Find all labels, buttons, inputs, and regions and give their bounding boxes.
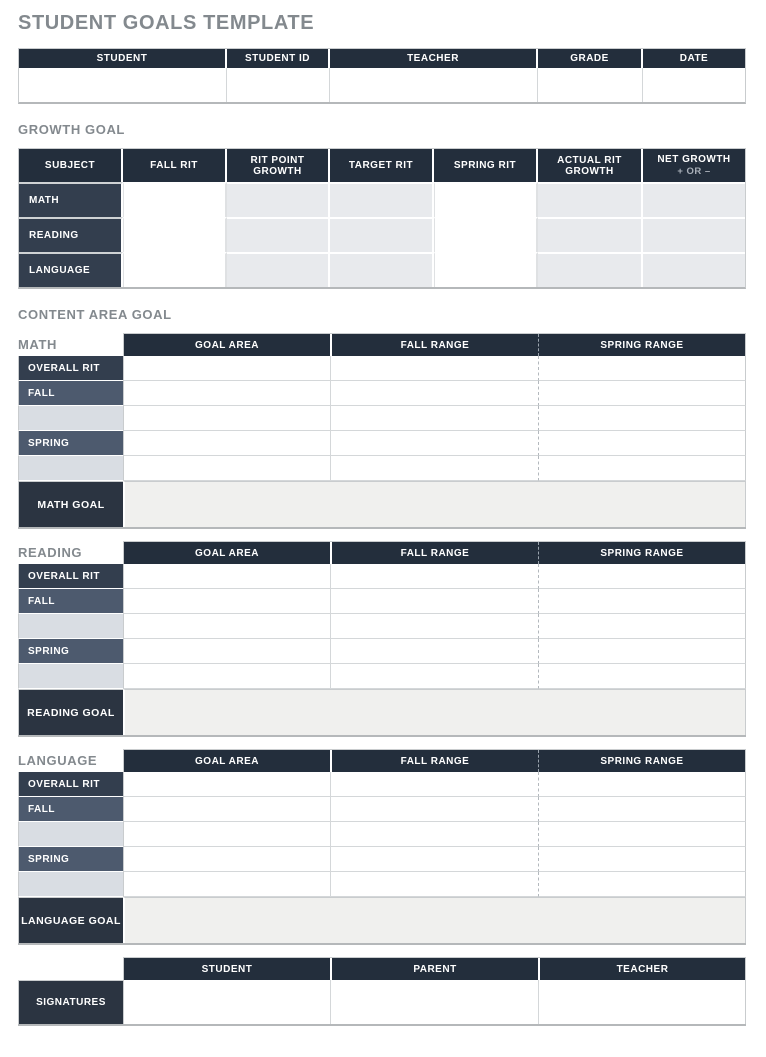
language-goal-row bbox=[18, 897, 746, 945]
spring-range-cell[interactable] bbox=[538, 589, 746, 614]
fall-range-cell[interactable] bbox=[330, 406, 538, 431]
spring-range-cell[interactable] bbox=[538, 356, 746, 381]
column-header-teacher-signature: TEACHER bbox=[538, 958, 745, 980]
spring-range-cell[interactable] bbox=[538, 872, 746, 897]
content-block-reading bbox=[18, 541, 746, 737]
table-row bbox=[18, 664, 746, 689]
math-goal-row bbox=[18, 481, 746, 529]
column-header-student-id: STUDENT ID bbox=[227, 49, 330, 68]
fall-range-cell[interactable] bbox=[330, 589, 538, 614]
language-goal-text-cell[interactable] bbox=[123, 897, 746, 943]
column-header-student-signature: STUDENT bbox=[201, 963, 253, 975]
table-row bbox=[18, 564, 746, 589]
row-label-overall-rit: OVERALL RIT bbox=[18, 772, 123, 797]
row-label-fall: FALL bbox=[18, 589, 123, 614]
column-header-grade: GRADE bbox=[538, 49, 643, 68]
reading-block-column-headers bbox=[123, 541, 746, 564]
column-header-net-growth bbox=[643, 149, 745, 182]
signatures-header-row bbox=[18, 957, 746, 980]
language-spring-rit-cell[interactable] bbox=[434, 252, 538, 287]
math-fall-rit-cell[interactable] bbox=[123, 182, 227, 217]
column-header-goal-area: GOAL AREA bbox=[195, 547, 259, 559]
page-title: STUDENT GOALS TEMPLATE bbox=[18, 12, 315, 34]
goal-area-cell[interactable] bbox=[123, 872, 330, 897]
signatures-table bbox=[18, 957, 746, 1026]
table-row bbox=[18, 456, 746, 481]
spring-range-cell[interactable] bbox=[538, 381, 746, 406]
signatures-column-headers bbox=[123, 957, 746, 980]
goal-area-cell[interactable] bbox=[123, 822, 330, 847]
content-block-math bbox=[18, 333, 746, 529]
column-header-goal-area: GOAL AREA bbox=[195, 339, 259, 351]
language-net-growth-cell[interactable] bbox=[643, 252, 745, 287]
student-info-table bbox=[18, 48, 746, 104]
spring-range-cell[interactable] bbox=[538, 456, 746, 481]
column-header-parent-signature: PARENT bbox=[330, 958, 538, 980]
spring-range-cell[interactable] bbox=[538, 639, 746, 664]
row-label-spring: SPRING bbox=[18, 639, 123, 664]
table-row bbox=[18, 797, 746, 822]
growth-goal-heading: GROWTH GOAL bbox=[18, 122, 125, 137]
row-label-fall: FALL bbox=[18, 381, 123, 406]
row-label-fall: FALL bbox=[18, 797, 123, 822]
date-value-cell[interactable] bbox=[643, 68, 745, 102]
growth-row-math bbox=[19, 182, 745, 217]
column-header-fall-rit: FALL RIT bbox=[123, 149, 227, 182]
content-block-language bbox=[18, 749, 746, 945]
goal-area-cell[interactable] bbox=[123, 406, 330, 431]
row-label-reading: READING bbox=[19, 217, 123, 252]
goal-area-cell[interactable] bbox=[123, 772, 330, 797]
teacher-value-cell[interactable] bbox=[330, 68, 538, 102]
grade-value-cell[interactable] bbox=[538, 68, 643, 102]
column-header-spring-range: SPRING RANGE bbox=[538, 334, 745, 356]
spring-range-cell[interactable] bbox=[538, 847, 746, 872]
column-header-rit-point-growth: RIT POINT GROWTH bbox=[227, 149, 330, 182]
fall-range-cell[interactable] bbox=[330, 639, 538, 664]
math-actual-rit-growth-cell[interactable] bbox=[538, 182, 643, 217]
table-row bbox=[18, 589, 746, 614]
column-header-fall-range: FALL RANGE bbox=[330, 750, 538, 772]
column-header-spring-range: SPRING RANGE bbox=[538, 750, 745, 772]
fall-range-cell[interactable] bbox=[330, 797, 538, 822]
column-header-teacher: TEACHER bbox=[330, 49, 538, 68]
row-label-overall-rit: OVERALL RIT bbox=[18, 356, 123, 381]
net-growth-plus-or-minus: + OR – bbox=[677, 166, 711, 177]
growth-row-reading bbox=[19, 217, 745, 252]
student-id-value-cell[interactable] bbox=[227, 68, 330, 102]
spring-range-cell[interactable] bbox=[538, 431, 746, 456]
reading-block-label: READING bbox=[18, 541, 123, 564]
column-header-fall-range: FALL RANGE bbox=[330, 334, 538, 356]
fall-range-cell[interactable] bbox=[330, 872, 538, 897]
goal-area-cell[interactable] bbox=[123, 797, 330, 822]
fall-range-cell[interactable] bbox=[330, 614, 538, 639]
math-rit-point-growth-cell[interactable] bbox=[227, 182, 330, 217]
reading-goal-row bbox=[18, 689, 746, 737]
spring-range-cell[interactable] bbox=[538, 664, 746, 689]
parent-signature-cell[interactable] bbox=[330, 980, 538, 1024]
row-label-blank[interactable] bbox=[18, 456, 123, 481]
table-row bbox=[18, 431, 746, 456]
row-label-blank[interactable] bbox=[18, 664, 123, 689]
goal-area-cell[interactable] bbox=[123, 847, 330, 872]
table-row bbox=[18, 381, 746, 406]
net-growth-label: NET GROWTH bbox=[657, 154, 731, 165]
column-header-date: DATE bbox=[679, 53, 709, 64]
spring-range-cell[interactable] bbox=[538, 797, 746, 822]
spring-range-cell[interactable] bbox=[538, 564, 746, 589]
table-row bbox=[18, 772, 746, 797]
column-header-student: STUDENT bbox=[19, 49, 227, 68]
math-goal-label: MATH GOAL bbox=[18, 481, 123, 527]
fall-range-cell[interactable] bbox=[330, 456, 538, 481]
column-header-target-rit: TARGET RIT bbox=[330, 149, 434, 182]
signatures-row bbox=[18, 980, 746, 1026]
goal-area-cell[interactable] bbox=[123, 356, 330, 381]
math-goal-text-cell[interactable] bbox=[123, 481, 746, 527]
goal-area-cell[interactable] bbox=[123, 381, 330, 406]
reading-goal-text-cell[interactable] bbox=[123, 689, 746, 735]
growth-goal-header-row bbox=[19, 149, 745, 182]
table-row bbox=[18, 614, 746, 639]
language-target-rit-cell[interactable] bbox=[330, 252, 434, 287]
language-block-label: LANGUAGE bbox=[18, 749, 123, 772]
teacher-signature-cell[interactable] bbox=[538, 980, 746, 1024]
math-block-label: MATH bbox=[18, 333, 123, 356]
row-label-blank[interactable] bbox=[18, 406, 123, 431]
spring-range-cell[interactable] bbox=[538, 772, 746, 797]
column-header-actual-rit-growth: ACTUAL RIT GROWTH bbox=[538, 149, 643, 182]
content-area-goal-heading: CONTENT AREA GOAL bbox=[18, 307, 172, 322]
table-row bbox=[18, 847, 746, 872]
language-block-header-row bbox=[18, 749, 746, 772]
signatures-corner-spacer bbox=[18, 957, 123, 980]
row-label-blank[interactable] bbox=[18, 822, 123, 847]
fall-range-cell[interactable] bbox=[330, 664, 538, 689]
goal-area-cell[interactable] bbox=[123, 614, 330, 639]
spring-range-cell[interactable] bbox=[538, 614, 746, 639]
language-block-column-headers bbox=[123, 749, 746, 772]
language-rit-point-growth-cell[interactable] bbox=[227, 252, 330, 287]
reading-rit-point-growth-cell[interactable] bbox=[227, 217, 330, 252]
language-actual-rit-growth-cell[interactable] bbox=[538, 252, 643, 287]
math-spring-rit-cell[interactable] bbox=[434, 182, 538, 217]
table-row bbox=[18, 822, 746, 847]
row-label-spring: SPRING bbox=[18, 847, 123, 872]
goal-area-cell[interactable] bbox=[123, 639, 330, 664]
column-header-subject: SUBJECT bbox=[19, 149, 123, 182]
math-block-column-headers bbox=[123, 333, 746, 356]
fall-range-cell[interactable] bbox=[330, 356, 538, 381]
fall-range-cell[interactable] bbox=[330, 847, 538, 872]
spring-range-cell[interactable] bbox=[538, 822, 746, 847]
table-row bbox=[18, 639, 746, 664]
growth-goal-table bbox=[18, 148, 746, 289]
table-row bbox=[18, 872, 746, 897]
reading-actual-rit-growth-cell[interactable] bbox=[538, 217, 643, 252]
column-header-fall-range: FALL RANGE bbox=[330, 542, 538, 564]
goal-area-cell[interactable] bbox=[123, 564, 330, 589]
row-label-overall-rit: OVERALL RIT bbox=[18, 564, 123, 589]
reading-net-growth-cell[interactable] bbox=[643, 217, 745, 252]
spring-range-cell[interactable] bbox=[538, 406, 746, 431]
column-header-goal-area: GOAL AREA bbox=[195, 755, 259, 767]
student-info-header-row bbox=[19, 49, 745, 68]
signatures-label: SIGNATURES bbox=[18, 980, 123, 1024]
goal-area-cell[interactable] bbox=[123, 456, 330, 481]
fall-range-cell[interactable] bbox=[330, 564, 538, 589]
math-block-header-row bbox=[18, 333, 746, 356]
fall-range-cell[interactable] bbox=[330, 431, 538, 456]
fall-range-cell[interactable] bbox=[330, 772, 538, 797]
table-row bbox=[18, 356, 746, 381]
reading-goal-label: READING GOAL bbox=[18, 689, 123, 735]
student-value-cell[interactable] bbox=[19, 68, 227, 102]
reading-spring-rit-cell[interactable] bbox=[434, 217, 538, 252]
growth-row-language bbox=[19, 252, 745, 287]
goal-area-cell[interactable] bbox=[123, 431, 330, 456]
fall-range-cell[interactable] bbox=[330, 822, 538, 847]
row-label-math: MATH bbox=[19, 182, 123, 217]
reading-block-header-row bbox=[18, 541, 746, 564]
row-label-blank[interactable] bbox=[18, 872, 123, 897]
math-target-rit-cell[interactable] bbox=[330, 182, 434, 217]
student-signature-cell[interactable] bbox=[123, 980, 330, 1024]
goal-area-cell[interactable] bbox=[123, 664, 330, 689]
row-label-spring: SPRING bbox=[18, 431, 123, 456]
student-info-row bbox=[19, 68, 745, 102]
row-label-blank[interactable] bbox=[18, 614, 123, 639]
table-row bbox=[18, 406, 746, 431]
row-label-language: LANGUAGE bbox=[19, 252, 123, 287]
goal-area-cell[interactable] bbox=[123, 589, 330, 614]
reading-fall-rit-cell[interactable] bbox=[123, 217, 227, 252]
language-goal-label: LANGUAGE GOAL bbox=[18, 897, 123, 943]
language-fall-rit-cell[interactable] bbox=[123, 252, 227, 287]
reading-target-rit-cell[interactable] bbox=[330, 217, 434, 252]
column-header-spring-rit: SPRING RIT bbox=[434, 149, 538, 182]
fall-range-cell[interactable] bbox=[330, 381, 538, 406]
column-header-spring-range: SPRING RANGE bbox=[538, 542, 745, 564]
math-net-growth-cell[interactable] bbox=[643, 182, 745, 217]
